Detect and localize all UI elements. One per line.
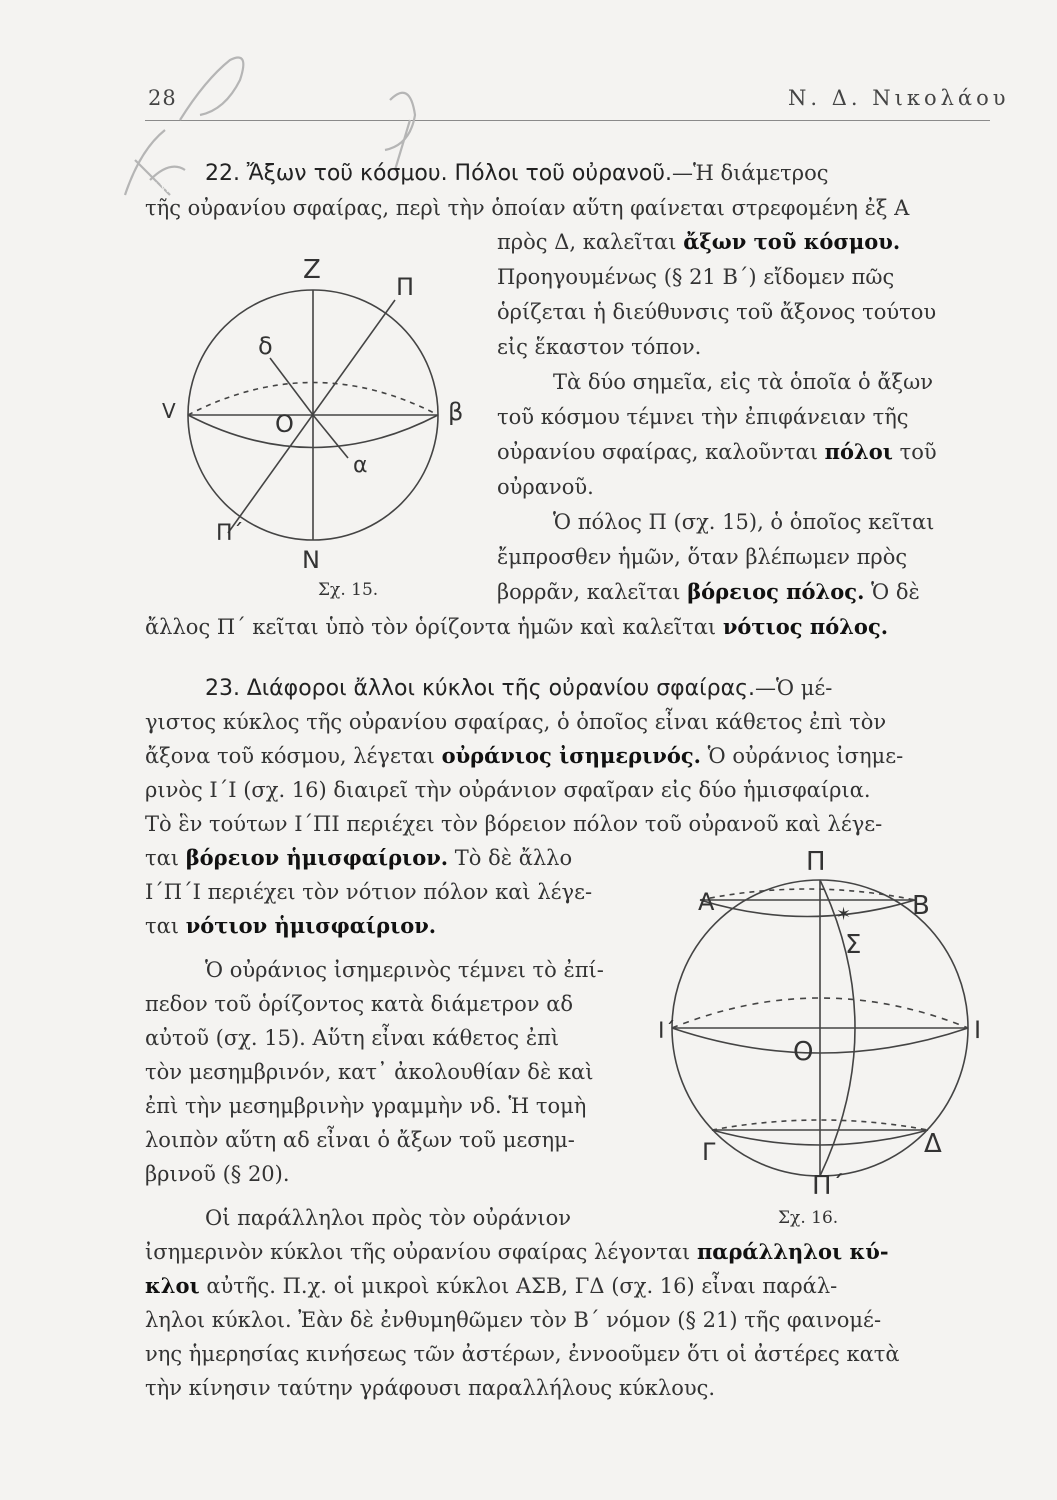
fig15-label-o: O	[275, 410, 294, 438]
section-22-line-12: ἔμπροσθεν ἡμῶν, ὅταν βλέπωμεν πρὸς	[497, 545, 908, 569]
fig15-label-p: Π	[396, 273, 415, 301]
section-22-line-2: τῆς οὐρανίου σφαίρας, περὶ τὴν ὁποίαν αὕτη φαίνεται στρεφομένη ἐξ Α	[145, 196, 910, 220]
section-23-line-17a: ἰσημερινὸν κύκλοι τῆς οὐρανίου σφαίρας λέγονται	[145, 1240, 691, 1264]
section-22-line-9c: τοῦ	[899, 440, 937, 464]
figure-15-diagram	[150, 240, 480, 620]
figure-15-caption: Σχ. 15.	[318, 580, 379, 600]
fig16-label-d: Δ	[924, 1129, 942, 1159]
section-23-number: 23.	[205, 676, 240, 701]
term-axis-of-world: ἄξων τοῦ κόσμου.	[683, 229, 901, 254]
section-23-line-8	[145, 911, 436, 941]
section-23-line-12: τὸν μεσημβρινόν, κατ᾿ ἀκολουθίαν δὲ καὶ	[145, 1060, 594, 1084]
fig15-label-beta: β	[448, 398, 464, 426]
section-22-line-14a: ἄλλος Π΄ κεῖται ὑπὸ τὸν ὁρίζοντα ἡμῶν καὶ καλεῖται	[145, 615, 717, 639]
running-title: Ν. Δ. Νικολάου	[788, 86, 1010, 110]
section-22-line-7: Τὰ δύο σημεῖα, εἰς τὰ ὁποῖα ὁ ἄξων	[553, 370, 933, 394]
section-22-line-10: οὐρανοῦ.	[497, 475, 594, 499]
fig16-label-i-left: Ι΄	[658, 1019, 676, 1044]
section-23-line-6	[145, 843, 572, 873]
delta-line	[270, 358, 313, 415]
section-23-line-19: ληλοι κύκλοι. Ἐὰν δὲ ἐνθυμηθῶμεν τὸν Β΄ νόμον (§ 21) τῆς φαινομέ-	[145, 1308, 882, 1332]
fig15-label-delta: δ	[258, 332, 273, 360]
section-22-line-8: τοῦ κόσμου τέμνει τὴν ἐπιφάνειαν τῆς	[497, 405, 909, 429]
figure-16-diagram	[650, 838, 982, 1201]
fig15-label-alpha: α	[353, 453, 368, 478]
fig15-label-n: N	[302, 546, 320, 574]
section-23-line-3c: Ὁ οὐράνιος ἰσημε-	[707, 744, 904, 768]
term-southern-hemisphere: νότιον ἡμισφαίριον.	[185, 913, 437, 938]
section-23-line-18b: αὐτῆς. Π.χ. οἱ μικροὶ κύκλοι ΑΣΒ, ΓΔ (σχ. 16) εἶναι παράλ-	[206, 1274, 838, 1298]
section-22-line-5: ὁρίζεται ἡ διεύθυνσις τοῦ ἄξονος τούτου	[497, 300, 937, 324]
section-22-line-6: εἰς ἕκαστον τόπον.	[497, 335, 702, 359]
section-23-line-16: Οἱ παράλληλοι πρὸς τὸν οὐράνιον	[205, 1206, 571, 1230]
term-celestial-equator: οὐράνιος ἰσημερινός.	[441, 743, 701, 768]
section-23-line-20: νης ἡμερησίας κινήσεως τῶν ἀστέρων, ἐννοοῦμεν ὅτι οἱ ἀστέρες κατὰ	[145, 1342, 900, 1366]
section-22-line-3	[497, 227, 900, 257]
section-23-title: Διάφοροι ἄλλοι κύκλοι τῆς οὐρανίου σφαίρας.	[246, 676, 755, 701]
section-22-title: Ἄξων τοῦ κόσμου. Πόλοι τοῦ οὐρανοῦ.	[246, 161, 673, 186]
section-23-line-6a: ται	[145, 846, 180, 870]
term-south-pole: νότιος πόλος.	[722, 614, 889, 639]
fig16-label-b: Β	[912, 891, 930, 921]
section-23-line-18	[145, 1271, 837, 1301]
section-23-line-17	[145, 1237, 889, 1267]
fig15-label-p-prime: Π΄	[216, 521, 244, 546]
margin-note-2: 9.	[390, 112, 400, 123]
fig16-label-s: Σ	[845, 930, 862, 960]
term-parallel-circles: παράλληλοι κύ-	[696, 1239, 889, 1264]
fig16-label-g: Γ	[702, 1138, 716, 1166]
section-23-line-5: Τὸ ἓν τούτων Ι΄ΠΙ περιέχει τὸν βόρειον πόλον τοῦ οὐρανοῦ καὶ λέγε-	[145, 812, 883, 836]
section-23-line-1: —Ὁ μέ-	[754, 676, 833, 700]
section-22-line-11: Ὁ πόλος Π (σχ. 15), ὁ ὁποῖος κεῖται	[553, 510, 935, 534]
section-22-number: 22.	[205, 161, 240, 186]
section-23-line-9: Ὁ οὐράνιος ἰσημερινὸς τέμνει τὸ ἐπί-	[205, 958, 604, 982]
section-23-line-8a: ται	[145, 914, 180, 938]
term-poles: πόλοι	[824, 439, 893, 464]
margin-note-1: Χ γρ.	[150, 182, 176, 193]
section-23-line-10: πεδον τοῦ ὁρίζοντος κατὰ διάμετρον αδ	[145, 992, 574, 1016]
section-22-line-13a: βορρᾶν, καλεῖται	[497, 580, 681, 604]
section-22-line-9	[497, 437, 937, 467]
section-23-line-13: ἐπὶ τὴν μεσημβρινὴν γραμμὴν νδ. Ἡ τομὴ	[145, 1094, 587, 1118]
section-23-line-4: ρινὸς Ι΄Ι (σχ. 16) διαιρεῖ τὴν οὐράνιον σφαῖραν εἰς δύο ἡμισφαίρια.	[145, 778, 871, 802]
section-23-line-14: λοιπὸν αὕτη αδ εἶναι ὁ ἄξων τοῦ μεσημ-	[145, 1128, 575, 1152]
section-22-line-9a: οὐρανίου σφαίρας, καλοῦνται	[497, 440, 818, 464]
section-22-heading-line	[205, 158, 829, 189]
fig16-label-p: Π	[806, 847, 826, 877]
fig16-label-i-right: Ι	[974, 1016, 982, 1044]
section-22-line-3a: πρὸς Δ, καλεῖται	[497, 230, 677, 254]
section-22-line-1: —Ἡ διάμετρος	[672, 161, 829, 185]
fig16-label-o: Ο	[793, 1037, 814, 1067]
star-icon: ✶	[836, 904, 852, 925]
alpha-line	[313, 415, 348, 458]
section-23-line-21: τὴν κίνησιν ταύτην γράφουσι παραλλήλους κύκλους.	[145, 1376, 716, 1400]
world-axis-line	[228, 300, 395, 533]
section-23-line-11: αὐτοῦ (σχ. 15). Αὕτη εἶναι κάθετος ἐπὶ	[145, 1026, 560, 1050]
section-23-line-3a: ἄξονα τοῦ κόσμου, λέγεται	[145, 744, 435, 768]
fig16-label-a: Α	[698, 888, 715, 916]
figure-16-caption: Σχ. 16.	[778, 1208, 839, 1228]
section-22-line-13	[497, 577, 920, 607]
section-22-line-13c: Ὁ δὲ	[871, 580, 920, 604]
term-north-pole: βόρειος πόλος.	[687, 579, 865, 604]
section-23-line-15: βρινοῦ (§ 20).	[145, 1162, 290, 1186]
fig15-label-z: Z	[303, 255, 321, 285]
handwritten-margin-note	[110, 20, 430, 220]
fig16-label-p-prime: Π΄	[812, 1171, 845, 1201]
section-23-line-2: γιστος κύκλος τῆς οὐρανίου σφαίρας, ὁ ὁποῖος εἶναι κάθετος ἐπὶ τὸν	[145, 710, 887, 734]
section-22-line-4: Προηγουμένως (§ 21 Β΄) εἴδομεν πῶς	[497, 265, 895, 289]
parallel-asb-back	[700, 889, 915, 900]
fig15-label-v: V	[162, 399, 176, 423]
term-parallel-circles-cont: κλοι	[145, 1273, 200, 1298]
section-23-heading-line	[205, 673, 832, 704]
section-23-line-3	[145, 741, 903, 771]
section-23-line-7: Ι΄Π΄Ι περιέχει τὸν νότιον πόλον καὶ λέγε-	[145, 880, 593, 904]
parallel-asb-front	[700, 900, 915, 917]
term-northern-hemisphere: βόρειον ἡμισφαίριον.	[185, 845, 449, 870]
page-number: 28	[148, 86, 177, 110]
section-23-line-6c: Τὸ δὲ ἄλλο	[454, 846, 573, 870]
